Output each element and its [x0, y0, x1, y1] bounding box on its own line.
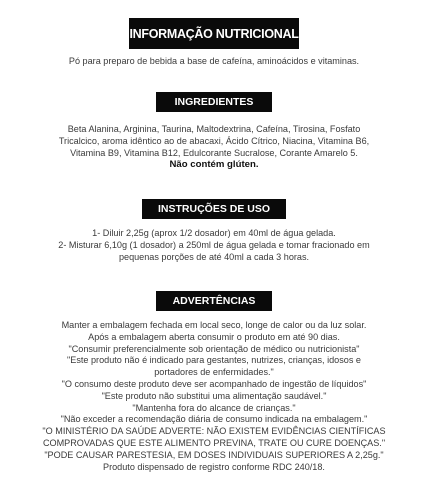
instructions-text — [10, 228, 418, 263]
warning-line: portadores de enfermidades." — [154, 367, 274, 378]
ingredients-line: Vitamina B9, Vitamina B12, Edulcorante Sucralose, Corante Amarelo 5. — [70, 147, 358, 158]
warning-line: "O MINISTÉRIO DA SAÚDE ADVERTE: NÃO EXISTEM EVIDÊNCIAS CIENTÍFICAS — [42, 426, 386, 437]
warning-line: "Este produto não substitui uma alimentação saudável." — [101, 390, 327, 401]
warnings-heading: ADVERTÊNCIAS — [156, 291, 272, 311]
warning-line: "O consumo deste produto deve ser acompanhado de ingestão de líquidos" — [61, 378, 367, 389]
intro-line: Pó para preparo de bebida a base de cafeína, aminoácidos e vitaminas. — [68, 56, 360, 66]
warning-line: Produto dispensado de registro conforme RDC 240/18. — [103, 461, 325, 472]
intro-text — [10, 56, 418, 68]
warning-line: "Este produto não é indicado para gestantes, nutrizes, crianças, idosos e — [67, 355, 361, 366]
ingredients-heading: INGREDIENTES — [156, 92, 272, 112]
instruction-line: 1- Diluir 2,25g (aprox 1/2 dosador) em 40ml de água gelada. — [92, 228, 336, 238]
instruction-line: pequenas porções de até 40ml a cada 3 horas. — [118, 251, 310, 262]
warnings-text — [10, 320, 418, 473]
warning-line: Manter a embalagem fechada em local seco, longe de calor ou da luz solar. — [61, 320, 367, 330]
gluten-notice: Não contém glúten. — [169, 159, 259, 171]
warning-line: Após a embalagem aberta consumir o produto em até 90 dias. — [88, 331, 340, 342]
instruction-line: 2- Misturar 6,10g (1 dosador) a 250ml de água gelada e tomar fracionado em — [58, 239, 370, 250]
ingredients-line: Tricalcico, aroma idêntico ao de abacaxi, Ácido Cítrico, Niacina, Vitamina B6, — [58, 135, 370, 146]
ingredients-line: Beta Alanina, Arginina, Taurina, Maltodextrina, Cafeína, Tirosina, Fosfato — [67, 124, 361, 134]
warning-line: "Consumir preferencialmente sob orientação de médico ou nutricionista" — [68, 343, 360, 354]
warning-line: "PODE CAUSAR PARESTESIA, EM DOSES INDIVIDUAIS SUPERIORES A 2,25g." — [44, 449, 384, 460]
warning-line: COMPROVADAS QUE ESTE ALIMENTO PREVINA, TRATE OU CURE DOENÇAS." — [42, 437, 386, 448]
warning-line: "Não exceder a recomendação diária de consumo indicada na embalagem." — [60, 414, 368, 425]
ingredients-text — [10, 124, 418, 171]
instructions-heading: INSTRUÇÕES DE USO — [142, 199, 286, 219]
warning-line: "Mantenha fora do alcance de crianças." — [132, 402, 296, 413]
page-title: INFORMAÇÃO NUTRICIONAL — [129, 18, 299, 49]
